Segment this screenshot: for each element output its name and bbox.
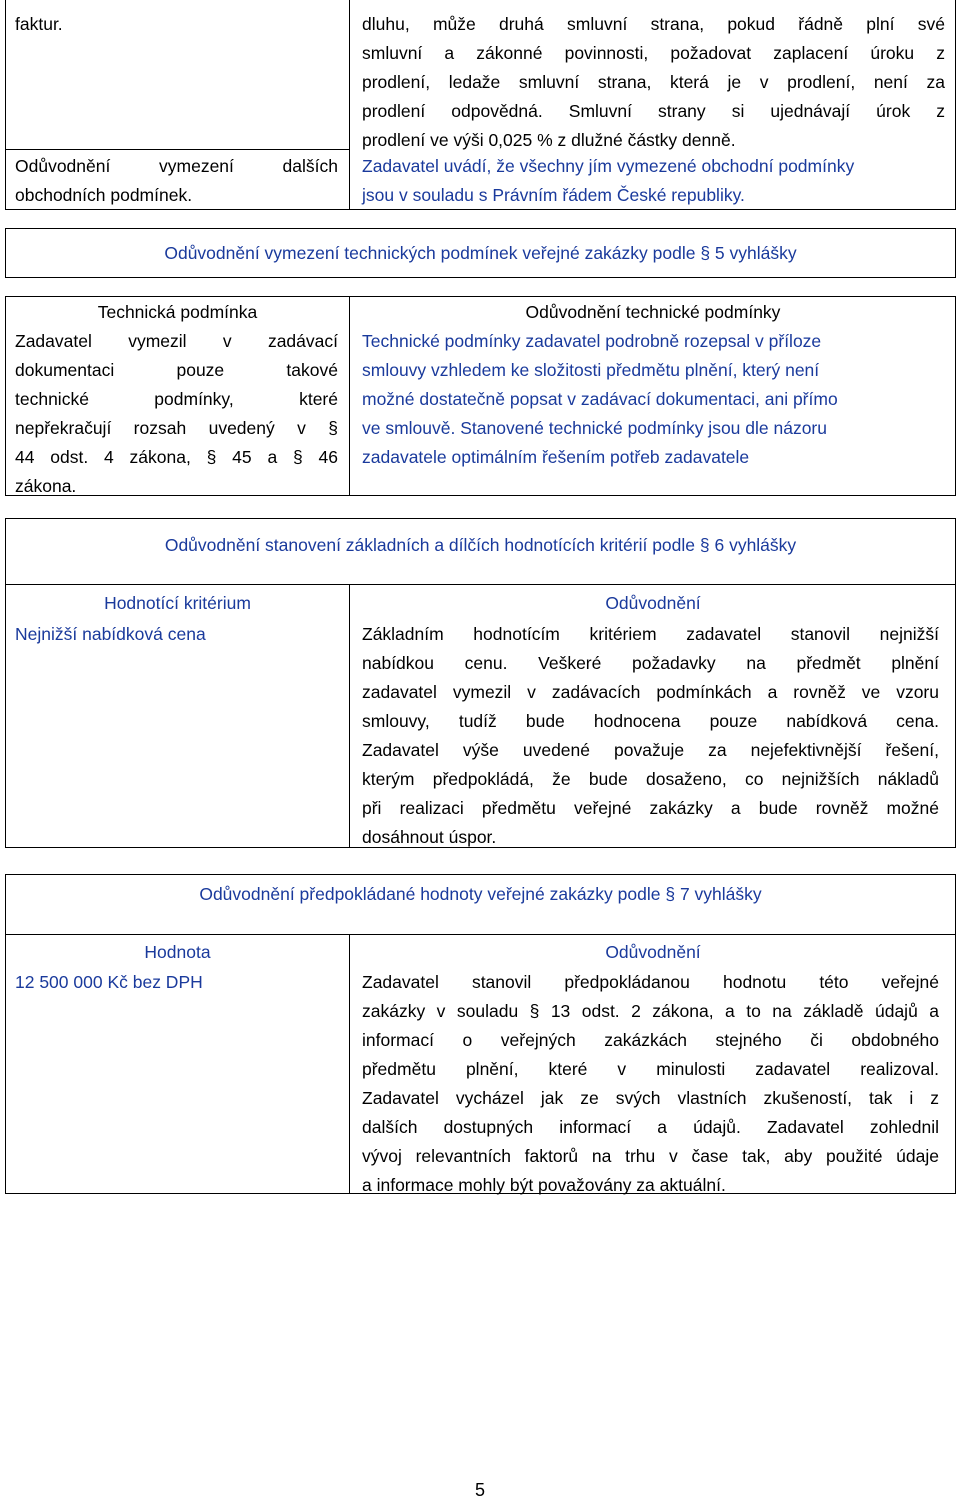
value-left-header: Hodnota (144, 942, 211, 962)
value-right-cell (362, 968, 939, 1200)
text-line: prodlení odpovědná. Smluvní strany si ujednávají úrok z (362, 101, 945, 121)
text-line: technické podmínky, které (15, 389, 338, 409)
text-line: prodlení ve výši 0,025 % z dlužné částky denně. (362, 130, 736, 150)
text-line: smlouvy vzhledem ke složitosti předmětu plnění, který není (362, 360, 820, 380)
criteria-section-title: Odůvodnění stanovení základních a dílčích hodnotících kritérií podle § 6 vyhlášky (164, 535, 797, 555)
value-section-title: Odůvodnění předpokládané hodnoty veřejné zakázky podle § 7 vyhlášky (199, 884, 762, 904)
technical-section-title: Odůvodnění vymezení technických podmínek veřejné zakázky podle § 5 vyhlášky (164, 243, 797, 263)
value-left-value: 12 500 000 Kč bez DPH (15, 972, 203, 992)
text-line: Technické podmínky zadavatel podrobně rozepsal v příloze (362, 331, 822, 351)
text-line: dosáhnout úspor. (362, 827, 497, 847)
text-line: předmětu plnění, které v minulosti zadavatel realizoval. (362, 1059, 939, 1079)
text-line: zadavatele optimálním řešením potřeb zadavatele (362, 447, 750, 467)
page-number: 5 (474, 1480, 485, 1500)
top-row2-left (15, 152, 338, 210)
criteria-left-value: Nejnižší nabídková cena (15, 624, 206, 644)
technical-right-header: Odůvodnění technické podmínky (525, 302, 781, 322)
text-line: 44 odst. 4 zákona, § 45 a § 46 (15, 447, 338, 467)
text-line: obchodních podmínek. (15, 185, 193, 205)
text-line: kterým předpokládá, že bude dosaženo, co nejnižších nákladů (362, 769, 939, 789)
text-line: ve smlouvě. Stanovené technické podmínky jsou dle názoru (362, 418, 827, 438)
value-table-divider (349, 935, 350, 1194)
text-line: Odůvodnění vymezení dalších (15, 156, 338, 176)
technical-left-cell (15, 327, 338, 501)
value-right-header: Odůvodnění (605, 942, 701, 962)
text-line: možné dostatečně popsat v zadávací dokumentaci, ani přímo (362, 389, 838, 409)
criteria-right-header: Odůvodnění (605, 593, 701, 613)
text-line: Zadavatel vycházel jak ze svých vlastních zkušeností, tak i z (362, 1088, 939, 1108)
top-row1-left: faktur. (15, 14, 63, 34)
text-line: zadavatel vymezil v zadávacích podmínkách a rovněž ve vzoru (362, 682, 939, 702)
text-line: nepřekračují rozsah uvedený v § (15, 418, 338, 438)
text-line: Zadavatel stanovil předpokládanou hodnotu této veřejné (362, 972, 939, 992)
text-line: nabídkou cenu. Veškeré požadavky na předmět plnění (362, 653, 939, 673)
top-row1-right (362, 10, 945, 155)
text-line: Základním hodnotícím kritériem zadavatel stanovil nejnižší (362, 624, 939, 644)
top-table-divider (349, 0, 350, 210)
criteria-right-cell (362, 620, 939, 852)
text-line: informací o veřejných zakázkách stejného či obdobného (362, 1030, 939, 1050)
text-line: při realizaci předmětu veřejné zakázky a bude rovněž možné (362, 798, 939, 818)
text-line: Zadavatel uvádí, že všechny jím vymezené obchodní podmínky (362, 156, 855, 176)
text-line: dalších dostupných informací a údajů. Zadavatel zohlednil (362, 1117, 939, 1137)
technical-left-header: Technická podmínka (97, 302, 258, 322)
text-line: zakázky v souladu § 13 odst. 2 zákona, a to na základě údajů a (362, 1001, 939, 1021)
text-line: jsou v souladu s Právním řádem České republiky. (362, 185, 745, 205)
text-line: a informace mohly být považovány za aktuální. (362, 1175, 726, 1195)
text-line: vývoj relevantních faktorů na trhu v čase tak, aby použité údaje (362, 1146, 939, 1166)
text-line: dluhu, může druhá smluvní strana, pokud řádně plní své (362, 14, 945, 34)
technical-right-cell (362, 327, 945, 472)
text-line: smlouvy, tudíž bude hodnocena pouze nabídková cena. (362, 711, 939, 731)
text-line: Zadavatel výše uvedené považuje za nejefektivnější řešení, (362, 740, 939, 760)
top-table-row-divider (5, 149, 350, 150)
text-line: Zadavatel vymezil v zadávací (15, 331, 338, 351)
criteria-left-header: Hodnotící kritérium (104, 593, 251, 613)
top-row2-right (362, 152, 945, 210)
text-line: dokumentaci pouze takové (15, 360, 338, 380)
text-line: zákona. (15, 476, 77, 496)
text-line: smluvní a zákonné povinnosti, požadovat zaplacení úroku z (362, 43, 945, 63)
criteria-table-divider (349, 585, 350, 848)
text-line: prodlení, ledaže smluvní strana, která je v prodlení, není za (362, 72, 945, 92)
